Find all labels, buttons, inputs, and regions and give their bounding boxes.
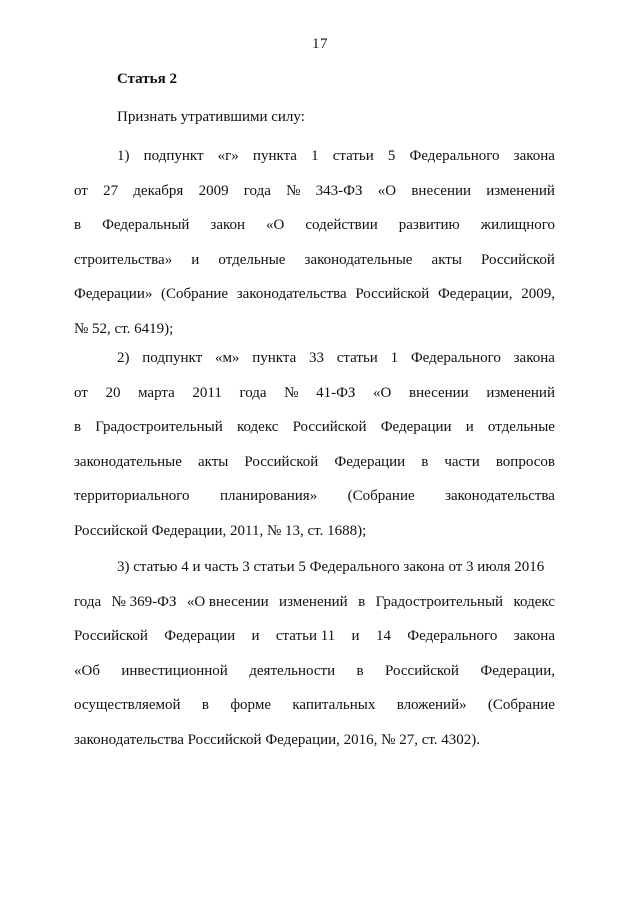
text-line <box>74 688 555 723</box>
word: развитию <box>398 217 460 234</box>
word: «О внесении <box>186 593 269 610</box>
word: статьи <box>332 148 374 164</box>
article-title: Статья 2 <box>117 71 177 87</box>
word: года <box>74 593 102 610</box>
word: территориального <box>74 488 190 505</box>
word: 2011 <box>192 384 222 401</box>
word: закона <box>513 628 555 645</box>
word: «г» <box>217 148 239 164</box>
word: «О <box>266 217 285 234</box>
text-line <box>74 723 555 758</box>
word: пункта <box>252 148 297 164</box>
word: планирования» <box>219 488 318 505</box>
word: 5 <box>387 148 396 164</box>
word: Федерации, <box>480 662 555 679</box>
word: 27 <box>103 182 119 199</box>
word: и <box>251 628 260 645</box>
word: в <box>358 593 366 610</box>
word: Российской Федерации, 2011, № 13, ст. 1688); <box>74 522 367 539</box>
word: «О <box>373 384 392 401</box>
word: (Собрание <box>487 697 555 714</box>
word: 1) <box>117 148 130 164</box>
word: части <box>444 453 480 470</box>
word: (Собрание <box>347 488 415 505</box>
word: форме <box>230 697 271 714</box>
word: марта <box>138 384 175 401</box>
word: отдельные <box>487 419 555 436</box>
word: подпункт <box>142 350 203 366</box>
word: акты <box>197 453 229 470</box>
word: «О <box>377 182 397 199</box>
word: 2) <box>117 350 130 366</box>
word: Российской <box>244 453 319 470</box>
word: кодекс <box>513 593 555 610</box>
text-line <box>74 550 555 585</box>
word: Федерации <box>334 453 406 470</box>
word: Российской <box>74 628 148 645</box>
page-number: 17 <box>312 36 328 52</box>
word: Федерации <box>380 419 452 436</box>
word: Федерального <box>407 628 498 645</box>
word: Российской <box>355 286 430 303</box>
word: капитальных <box>292 697 376 714</box>
word: Федерального <box>410 350 501 366</box>
word: статьи <box>336 350 378 366</box>
text-line <box>74 654 555 689</box>
word: 14 <box>375 628 391 645</box>
text-line <box>74 277 555 312</box>
word: 2009, <box>521 286 555 303</box>
text-line <box>74 376 555 411</box>
word: «Об <box>74 662 100 679</box>
text-line <box>74 208 555 243</box>
word: внесении <box>411 182 472 199</box>
list-item-3 <box>74 550 555 758</box>
word: внесении <box>408 384 469 401</box>
word: в <box>421 453 429 470</box>
word: в <box>201 697 209 714</box>
word: от <box>74 384 88 401</box>
word: декабря <box>133 182 184 199</box>
word: осуществляемой <box>74 697 181 714</box>
word: деятельности <box>249 662 336 679</box>
text-line <box>74 445 555 480</box>
word: в <box>74 217 82 234</box>
word: вопросов <box>495 453 555 470</box>
word: 41-ФЗ <box>316 384 356 401</box>
word: Федерации <box>164 628 236 645</box>
word: изменений <box>279 593 348 610</box>
text-line <box>74 341 555 376</box>
word: «м» <box>214 350 240 366</box>
word: 343-ФЗ <box>315 182 363 199</box>
word: законодательные <box>304 251 413 268</box>
word: в <box>74 419 82 436</box>
word: подпункт <box>143 148 204 164</box>
word: Градостроительный <box>95 419 223 436</box>
word: № 52, ст. 6419); <box>74 320 174 337</box>
word: законодательные <box>74 453 182 470</box>
word: Российской <box>481 251 555 268</box>
word: Градостроительный <box>375 593 504 610</box>
text-line <box>74 585 555 620</box>
word: инвестиционной <box>121 662 228 679</box>
word: 1 <box>311 148 319 164</box>
word: 2009 <box>198 182 229 199</box>
word: изменений <box>486 384 555 401</box>
word: акты <box>431 251 462 268</box>
word: закона <box>513 148 555 164</box>
word: от <box>74 182 88 199</box>
word: № <box>284 384 299 401</box>
word: Федерального <box>409 148 500 164</box>
text-line <box>74 410 555 445</box>
word: (Собрание <box>161 286 229 303</box>
word: кодекс <box>236 419 279 436</box>
word: в <box>356 662 364 679</box>
word: законодательства <box>445 488 555 505</box>
word: и <box>465 419 474 436</box>
word: года <box>243 182 271 199</box>
word: Российской <box>385 662 459 679</box>
word: № <box>286 182 301 199</box>
word: 1 <box>390 350 399 366</box>
text-line <box>74 139 555 174</box>
word: Российской <box>292 419 367 436</box>
list-item-2 <box>74 341 555 549</box>
word: изменений <box>486 182 555 199</box>
word: законодательства Российской Федерации, 2016, № 27, ст. 4302). <box>74 731 481 748</box>
word: Федерации, <box>437 286 513 303</box>
text-line <box>74 619 555 654</box>
word: 3) статью 4 и часть 3 статьи 5 Федерального закона от 3 июля 2016 <box>117 559 545 575</box>
text-line <box>74 174 555 209</box>
text-line <box>74 479 555 514</box>
word: жилищного <box>480 217 555 234</box>
word: и <box>191 251 200 268</box>
intro-text: Признать утратившими силу: <box>117 109 305 125</box>
word: 33 <box>308 350 324 366</box>
list-item-1 <box>74 139 555 347</box>
text-line <box>74 514 555 549</box>
word: Федеральный <box>102 217 190 234</box>
word: вложений» <box>396 697 467 714</box>
word: строительства» <box>74 251 173 268</box>
word: Федерации» <box>74 286 153 303</box>
word: отдельные <box>218 251 286 268</box>
word: № 369-ФЗ <box>111 593 177 610</box>
word: закон <box>210 217 246 234</box>
word: статьи 11 <box>275 628 336 645</box>
word: 20 <box>105 384 121 401</box>
word: года <box>239 384 267 401</box>
word: пункта <box>252 350 297 366</box>
word: и <box>351 628 360 645</box>
word: законодательства <box>236 286 347 303</box>
text-line <box>74 243 555 278</box>
word: закона <box>513 350 555 366</box>
word: содействии <box>305 217 378 234</box>
